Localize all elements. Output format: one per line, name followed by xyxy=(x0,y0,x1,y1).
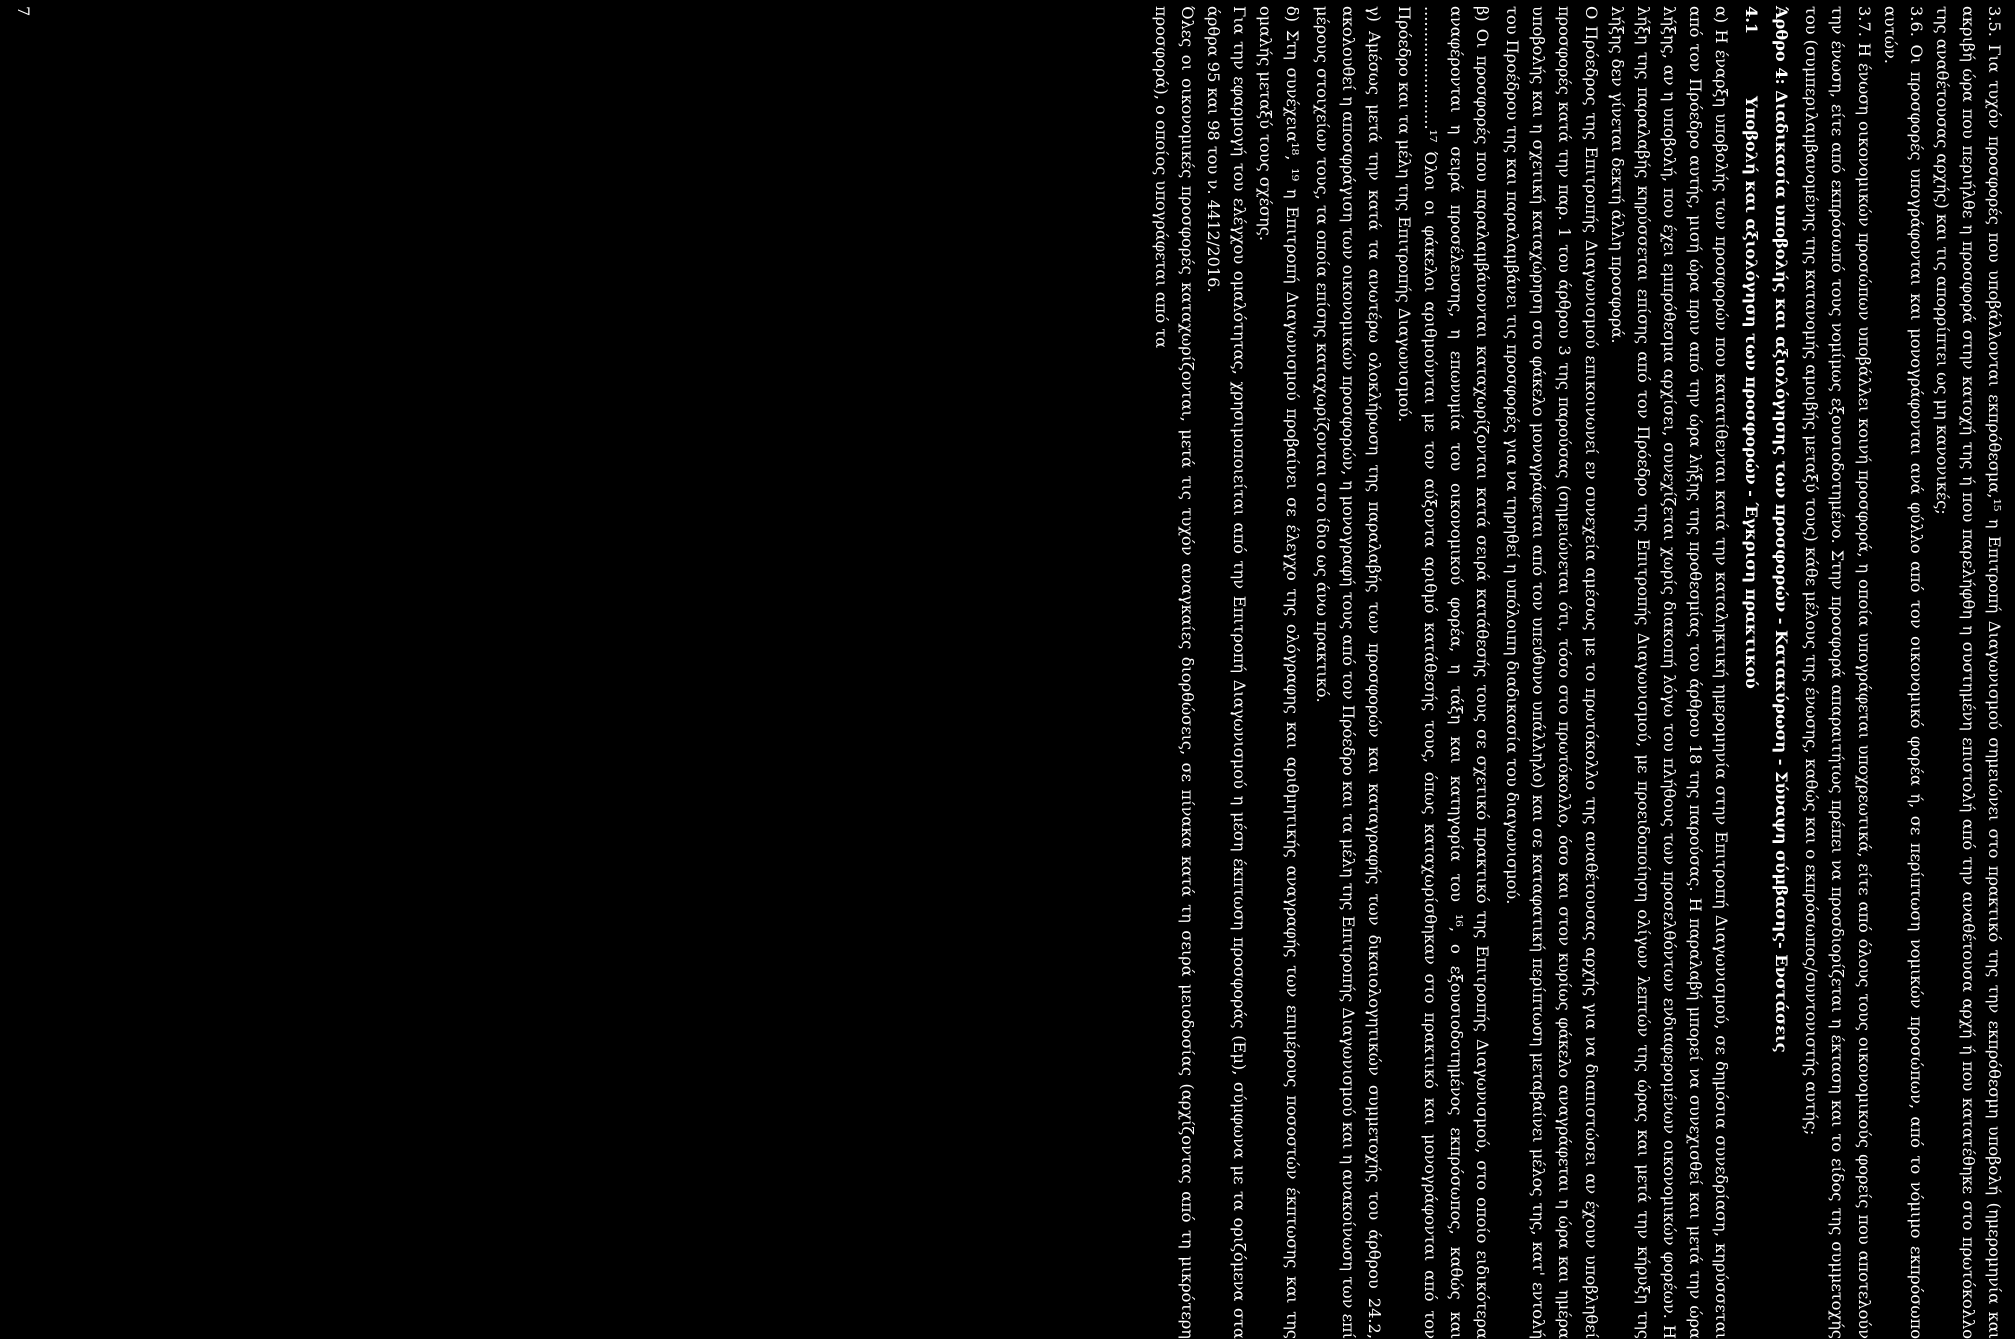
paragraph-a: α) Η έναρξη υποβολής των προσφορών που κατατίθενται κατά την καταληκτική ημερομηνία στην Επιτροπή Διαγωνισμού, σε δημόσια συνεδρίαση, κηρύσσεται από τον Πρόεδρο αυτής, μισή ώρα πριν από την ώρα λήξης της προθεσμίας του άρθρου 18 της παρούσας. Η παραλαβή μπορεί να συνεχισθεί και μετά την ώρα λήξης, αν η υποβολή, που έχει εμπρόθεσμα αρχίσει, συνεχίζεται χωρίς διακοπή λόγω του πλήθους των προσελθόντων ενδιαφερομένων οικονομικών φορέων. Η λήξη της παραλαβής κηρύσσεται επίσης από τον Πρόεδρο της Επιτροπής Διαγωνισμού, με προειδοποίηση ολίγων λεπτών της ώρας και μετά την κήρυξη της λήξης δεν γίνεται δεκτή άλλη προσφορά. xyxy=(1607,6,1732,1339)
paragraph-b: β) Οι προσφορές που παραλαμβάνονται καταχωρίζονται κατά σειρά κατάθεσής τους σε σχετικό πρακτικό της Επιτροπής Διαγωνισμού, στο οποίο ειδικότερα αναφέρονται η σειρά προσέλευσης, η επωνυμία του οικονομικού φορέα, η τάξη και κατηγορία του ¹⁶, ο εξουσιοδοτημένος εκπρόσωπος, καθώς και ........................¹⁷ Όλοι οι φάκελοι αριθμούνται με τον αύξοντα αριθμό κατάθεσής τους, όπως καταχωρίσθηκαν στο πρακτικό και μονογράφονται από τον Πρόεδρο και τα μέλη της Επιτροπής Διαγωνισμού. xyxy=(1394,6,1493,1339)
paragraph-3-7: 3.7. Η ένωση οικονομικών προσώπων υποβάλλει κοινή προσφορά, η οποία υπογράφεται υποχρεωτικά, είτε από όλους τους οικονομικούς φορείς που αποτελούν την ένωση, είτε από εκπρόσωπό τους νομίμως εξουσιοδοτημένο. Στην προσφορά απαραιτήτως πρέπει να προσδιορίζεται η έκταση και το είδος της συμμετοχής του (συμπεριλαμβανομένης της κατανομής αμοιβής μεταξύ τους) κάθε μέλους της ένωσης, καθώς και ο εκπρόσωπος/συντονιστής αυτής; xyxy=(1802,6,1874,1339)
section-title: Υποβολή και αξιολόγηση των προσφορών - Έγκριση πρακτικού xyxy=(1742,96,1762,689)
paragraph-c: γ) Αμέσως μετά την κατά τα ανωτέρω ολοκλήρωση της παραλαβής των προσφορών και καταγραφής των δικαιολογητικών συμμετοχής του άρθρου 24.2, ακολουθεί η αποσφράγιση των οικονομικών προσφορών, η μονογραφή τους από τον Πρόεδρο και τα μέλη της Επιτροπής Διαγωνισμού και η ανακοίνωση των επί μέρους στοιχείων τους, τα οποία επίσης καταχωρίζονται στο ίδιο ως άνω πρακτικό. xyxy=(1312,6,1384,1339)
section-number: 4.1 xyxy=(1742,6,1762,35)
article-heading: Άρθρο 4: Διαδικασία υποβολής και αξιολόγησης των προσφορών - Κατακύρωση - Σύναψη σύμβασης- Ενστάσεις xyxy=(1772,6,1792,1053)
section-heading xyxy=(1738,6,1764,1339)
paragraph-president: Ο Πρόεδρος της Επιτροπής Διαγωνισμού επικοινωνεί εν συνεχεία αμέσως με το πρωτόκολλο της αναθέτουσας αρχής για να διαπιστώσει αν έχουν υποβληθεί προσφορές κατά την παρ. 1 του άρθρου 3 της παρούσας (σημειώνεται ότι, τόσο στο πρωτόκολλο, όσο και στον κυρίως φάκελο αναγράφεται η ώρα και ημέρα υποβολής και η σχετική καταχώρηση στο φάκελο μονογράφεται από τον υπεύθυνο υπάλληλο) και σε καταφατική περίπτωση μεταβαίνει μέλος της, κατ' εντολή του Προέδρου της και παραλαμβάνει τις προσφορές για να τηρηθεί η υπόλοιπη διαδικασία του διαγωνισμού. xyxy=(1503,6,1601,1339)
paragraph-3-6: 3.6. Οι προσφορές υπογράφονται και μονογράφονται ανά φύλλο από τον οικονομικό φορέα ή, σε περίπτωση νομικών προσώπων, από το νόμιμο εκπρόσωπο αυτών. xyxy=(1880,6,1926,1339)
page-number: 7 xyxy=(14,6,34,17)
paragraph-normality-check: Για την εφαρμογή του ελέγχου ομαλότητας, χρησιμοποιείται από την Επιτροπή Διαγωνισμού η μέση έκπτωση προσφοράς (Εμ), σύμφωνα με τα οριζόμενα στα άρθρα 95 και 98 του ν. 4412/2016. xyxy=(1204,6,1250,1339)
paragraph-d: δ) Στη συνέχεια¹⁸, ¹⁹ η Επιτροπή Διαγωνισμού προβαίνει σε έλεγχο της ολόγραφης και αριθμητικής αναγραφής των επιμέρους ποσοστών έκπτωσης και της ομαλής μεταξύ τους σχέσης. xyxy=(1256,6,1302,1339)
paragraph-financial-offers: Όλες οι οικονομικές προσφορές καταχωρίζονται, μετά τις τυχόν αναγκαίες διορθώσεις, σε πίνακα κατά τη σειρά μειοδοσίας (αρχίζοντας από τη μικρότερη προσφορά), ο οποίος υπογράφεται από τα xyxy=(1152,6,1198,1339)
paragraph-3-5: 3.5. Για τυχόν προσφορές που υποβάλλονται εκπρόθεσμα,¹⁵ η Επιτροπή Διαγωνισμού σημειώνει στο πρακτικό της την εκπρόθεσμη υποβολή (ημερομηνία και ακριβή ώρα που περιήλθε η προσφορά στην κατοχή της ή που παρελήφθη η συστημένη επιστολή από την αναθέτουσα αρχή ή που κατατέθηκε στο πρωτόκολλο της αναθέτουσας αρχής) και τις απορρίπτει ως μη κανονικές; xyxy=(1932,6,2004,1339)
